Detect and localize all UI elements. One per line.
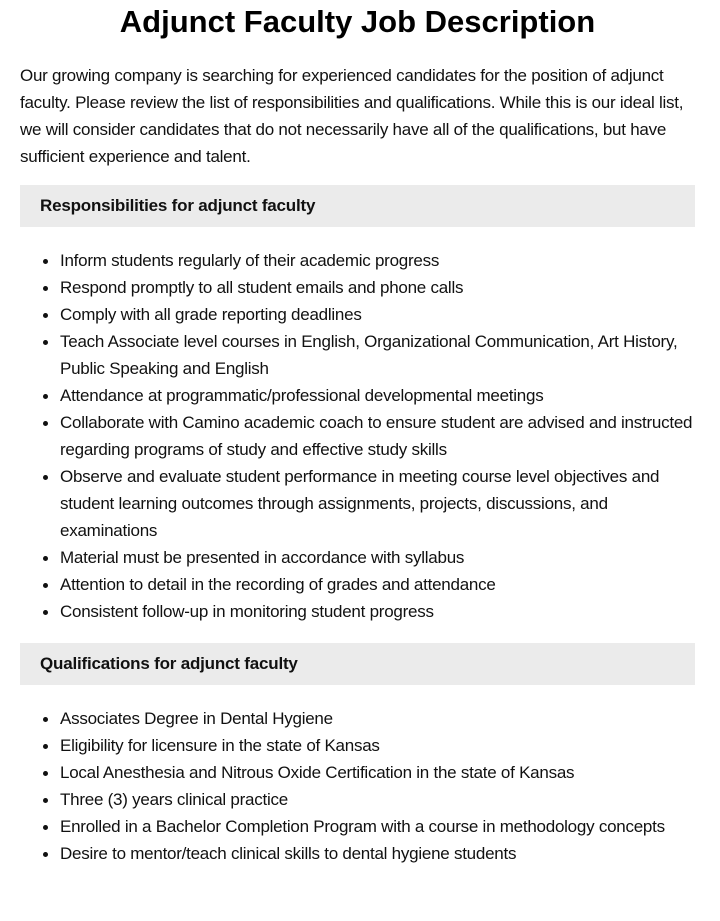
responsibilities-heading: Responsibilities for adjunct faculty xyxy=(20,185,695,227)
list-item: Comply with all grade reporting deadlines xyxy=(60,301,695,328)
list-item: Attendance at programmatic/professional developmental meetings xyxy=(60,382,695,409)
list-item: Local Anesthesia and Nitrous Oxide Certification in the state of Kansas xyxy=(60,759,695,786)
list-item: Eligibility for licensure in the state of Kansas xyxy=(60,732,695,759)
list-item: Desire to mentor/teach clinical skills to dental hygiene students xyxy=(60,840,695,867)
list-item: Three (3) years clinical practice xyxy=(60,786,695,813)
qualifications-list xyxy=(20,705,695,867)
list-item: Attention to detail in the recording of grades and attendance xyxy=(60,571,695,598)
list-item: Observe and evaluate student performance in meeting course level objectives and student learning outcomes through assignments, projects, discussions, and examinations xyxy=(60,463,695,544)
list-item: Respond promptly to all student emails and phone calls xyxy=(60,274,695,301)
list-item: Associates Degree in Dental Hygiene xyxy=(60,705,695,732)
list-item: Collaborate with Camino academic coach to ensure student are advised and instructed regarding programs of study and effective study skills xyxy=(60,409,695,463)
list-item: Inform students regularly of their academic progress xyxy=(60,247,695,274)
list-item: Enrolled in a Bachelor Completion Program with a course in methodology concepts xyxy=(60,813,695,840)
list-item: Teach Associate level courses in English, Organizational Communication, Art History, Public Speaking and English xyxy=(60,328,695,382)
intro-paragraph: Our growing company is searching for experienced candidates for the position of adjunct faculty. Please review the list of responsibilities and qualifications. While this is our ideal list, we will consider candidates that do not necessarily have all of the qualifications, but have sufficient experience and talent. xyxy=(20,66,684,166)
list-item: Material must be presented in accordance with syllabus xyxy=(60,544,695,571)
list-item: Consistent follow-up in monitoring student progress xyxy=(60,598,695,625)
qualifications-heading: Qualifications for adjunct faculty xyxy=(20,643,695,685)
responsibilities-list xyxy=(20,247,695,625)
page-title: Adjunct Faculty Job Description xyxy=(119,4,596,39)
